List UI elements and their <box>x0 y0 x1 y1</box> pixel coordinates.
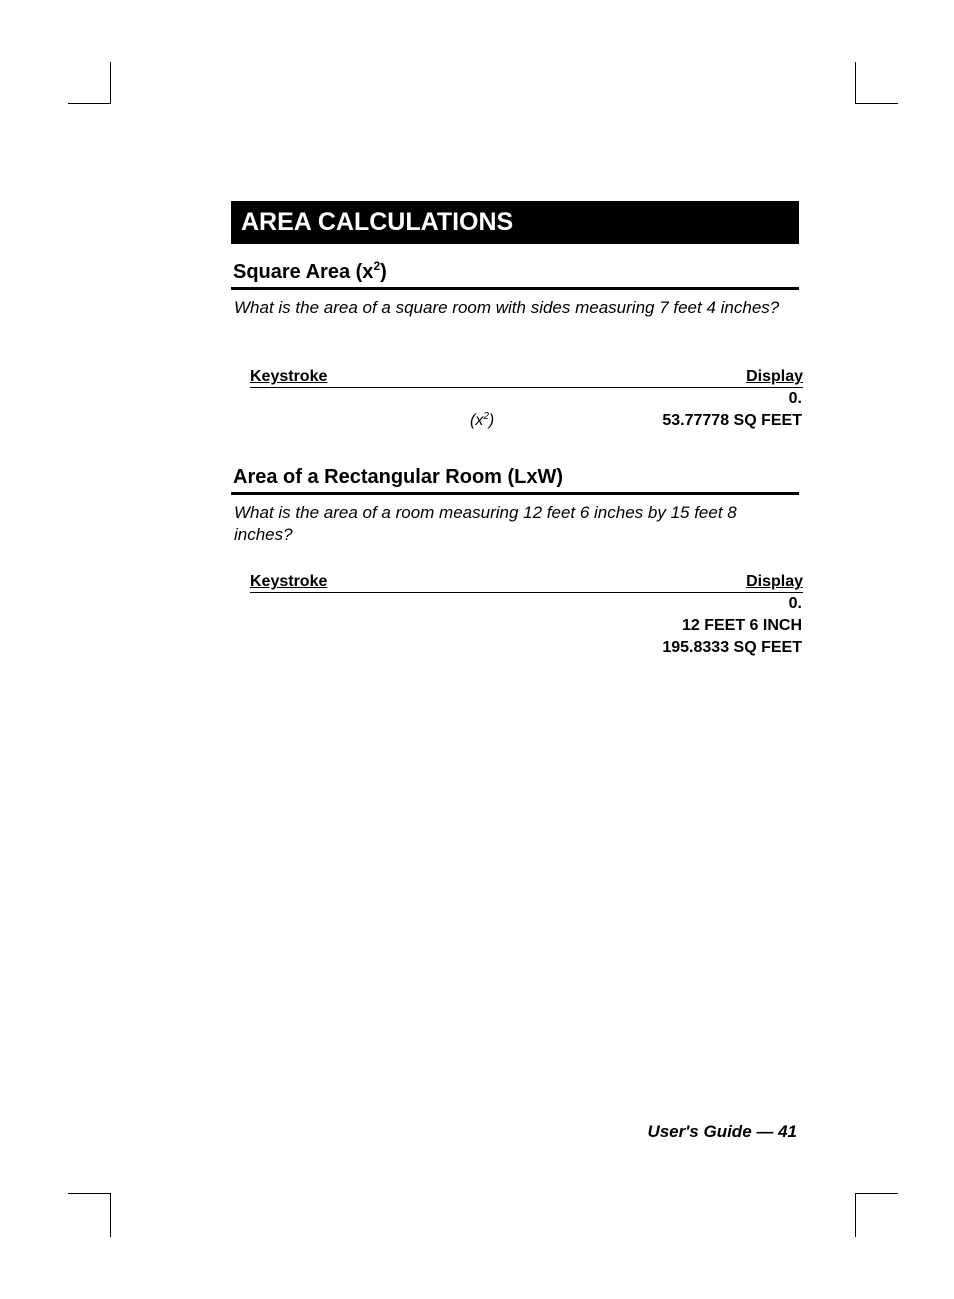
display-value: 12 FEET 6 INCH <box>681 617 802 634</box>
rect-area-heading: Area of a Rectangular Room (LxW) <box>231 465 799 495</box>
keystroke-column-header: Keystroke <box>250 573 328 590</box>
crop-mark-bottom-right-v <box>855 1193 856 1237</box>
square-area-heading-close: ) <box>380 261 387 283</box>
keystroke-close: ) <box>488 412 495 429</box>
square-area-heading <box>231 260 799 290</box>
display-value: 0. <box>788 390 802 407</box>
crop-mark-bottom-right-h <box>855 1193 898 1194</box>
section-title: AREA CALCULATIONS <box>231 201 799 244</box>
crop-mark-bottom-left-h <box>68 1193 111 1194</box>
crop-mark-bottom-left-v <box>110 1193 111 1237</box>
crop-mark-top-right-h <box>855 103 898 104</box>
display-column-header: Display <box>746 573 803 590</box>
crop-mark-top-right-v <box>855 62 856 104</box>
crop-mark-top-left-h <box>68 103 111 104</box>
display-value: 195.8333 SQ FEET <box>662 639 802 656</box>
page-footer: User's Guide — 41 <box>647 1122 797 1141</box>
display-column-header: Display <box>746 368 803 385</box>
display-value: 0. <box>788 595 802 612</box>
table-row <box>250 410 802 432</box>
crop-mark-top-left-v <box>110 62 111 104</box>
table-row <box>250 637 802 659</box>
keystroke-sup: 2 <box>483 411 489 422</box>
square-area-table-header <box>250 367 803 388</box>
rect-area-question: What is the area of a room measuring 12 feet 6 inches by 15 feet 8 inches? <box>234 503 737 544</box>
table-row <box>250 593 802 615</box>
keystroke-text: (x <box>470 412 484 429</box>
display-value: 53.77778 SQ FEET <box>662 412 802 429</box>
keystroke-value <box>470 410 494 432</box>
table-row <box>250 388 802 410</box>
square-area-heading-text: Square Area (x <box>233 261 374 283</box>
square-area-heading-sup: 2 <box>373 259 381 273</box>
table-row <box>250 615 802 637</box>
keystroke-column-header: Keystroke <box>250 368 328 385</box>
rect-area-table-header <box>250 572 803 593</box>
square-area-question: What is the area of a square room with sides measuring 7 feet 4 inches? <box>234 298 780 317</box>
